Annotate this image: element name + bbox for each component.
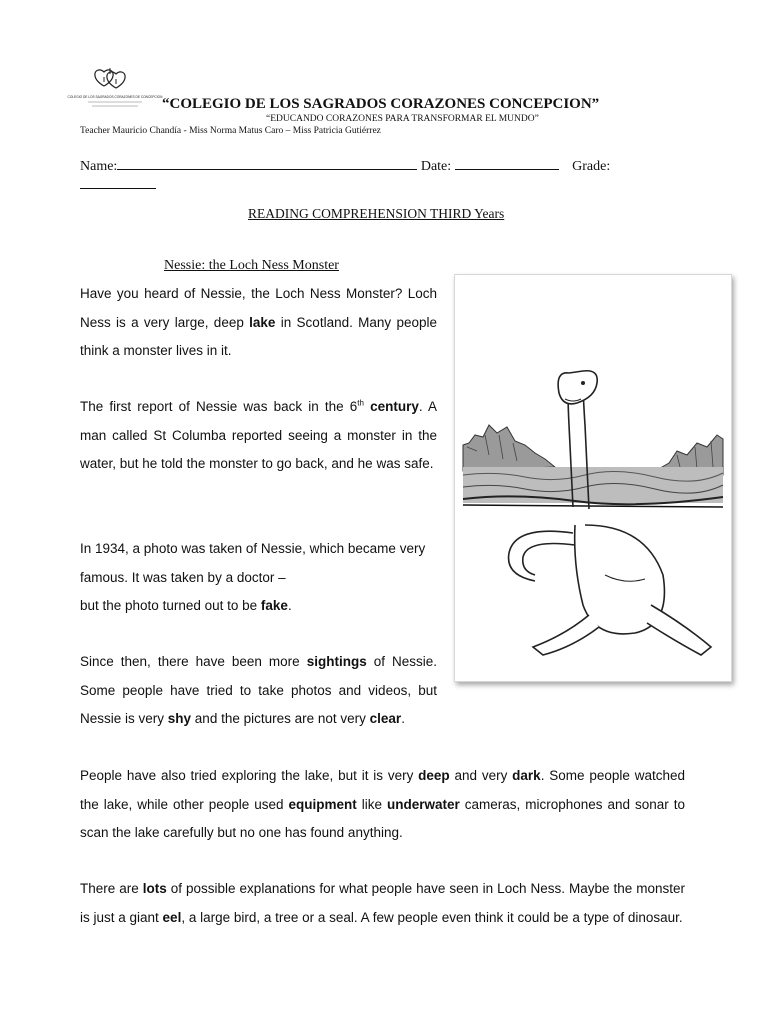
student-fields [80,155,610,175]
date-field[interactable] [455,155,559,170]
nessie-flipper-right [647,605,711,655]
date-label: Date: [420,159,452,174]
grade-label: Grade: [572,159,611,174]
paragraph-3: In 1934, a photo was taken of Nessie, which became very famous. It was taken by a doctor – but the photo turned out to be fake. [80,541,426,613]
nessie-head [558,371,597,404]
left-cliffs [463,425,555,471]
paragraph-5: People have also tried exploring the lake, but it is very deep and very dark. Some people watched the lake, while other people used equipment like underwater cameras, microphones and sonar to scan the lake carefully but no one has found anything. [80,768,685,840]
svg-text:COLEGIO DE LOS SAGRADOS CORAZO: COLEGIO DE LOS SAGRADOS CORAZONES DE CONCEPCION [67,95,163,99]
paragraph-4: Since then, there have been more sightings of Nessie. Some people have tried to take photos and videos, but Nessie is very shy and the pictures are not very clear. [80,654,437,726]
grade-field[interactable] [80,188,156,189]
school-name: “COLEGIO DE LOS SAGRADOS CORAZONES CONCEPCION” [162,96,600,112]
nessie-flipper-left [533,615,599,655]
paragraph-2: The first report of Nessie was back in the 6th century. A man called St Columba reported seeing a monster in the water, but he told the monster to go back, and he was safe. [80,398,437,471]
name-label: Name: [80,159,118,174]
school-motto: “EDUCANDO CORAZONES PARA TRANSFORMAR EL MUNDO” [266,114,539,124]
school-logo [67,68,163,118]
paragraph-6: There are lots of possible explanations for what people have seen in Loch Ness. Maybe the monster is just a giant eel, a large bird, a tree or a seal. A few people even think it could be a type of dinosaur. [80,881,685,925]
nessie-tail [509,531,573,581]
name-field[interactable] [117,155,417,170]
nessie-drawing [455,275,731,681]
teachers-line: Teacher Mauricio Chandía - Miss Norma Matus Caro – Miss Patricia Gutiérrez [80,126,381,136]
paragraph-1: Have you heard of Nessie, the Loch Ness Monster? Loch Ness is a very large, deep lake in Scotland. Many people think a monster lives in it. [80,286,437,358]
story-title: Nessie: the Loch Ness Monster [164,258,339,273]
nessie-illustration [454,274,732,682]
worksheet-heading: READING COMPREHENSION THIRD Years [248,206,505,221]
